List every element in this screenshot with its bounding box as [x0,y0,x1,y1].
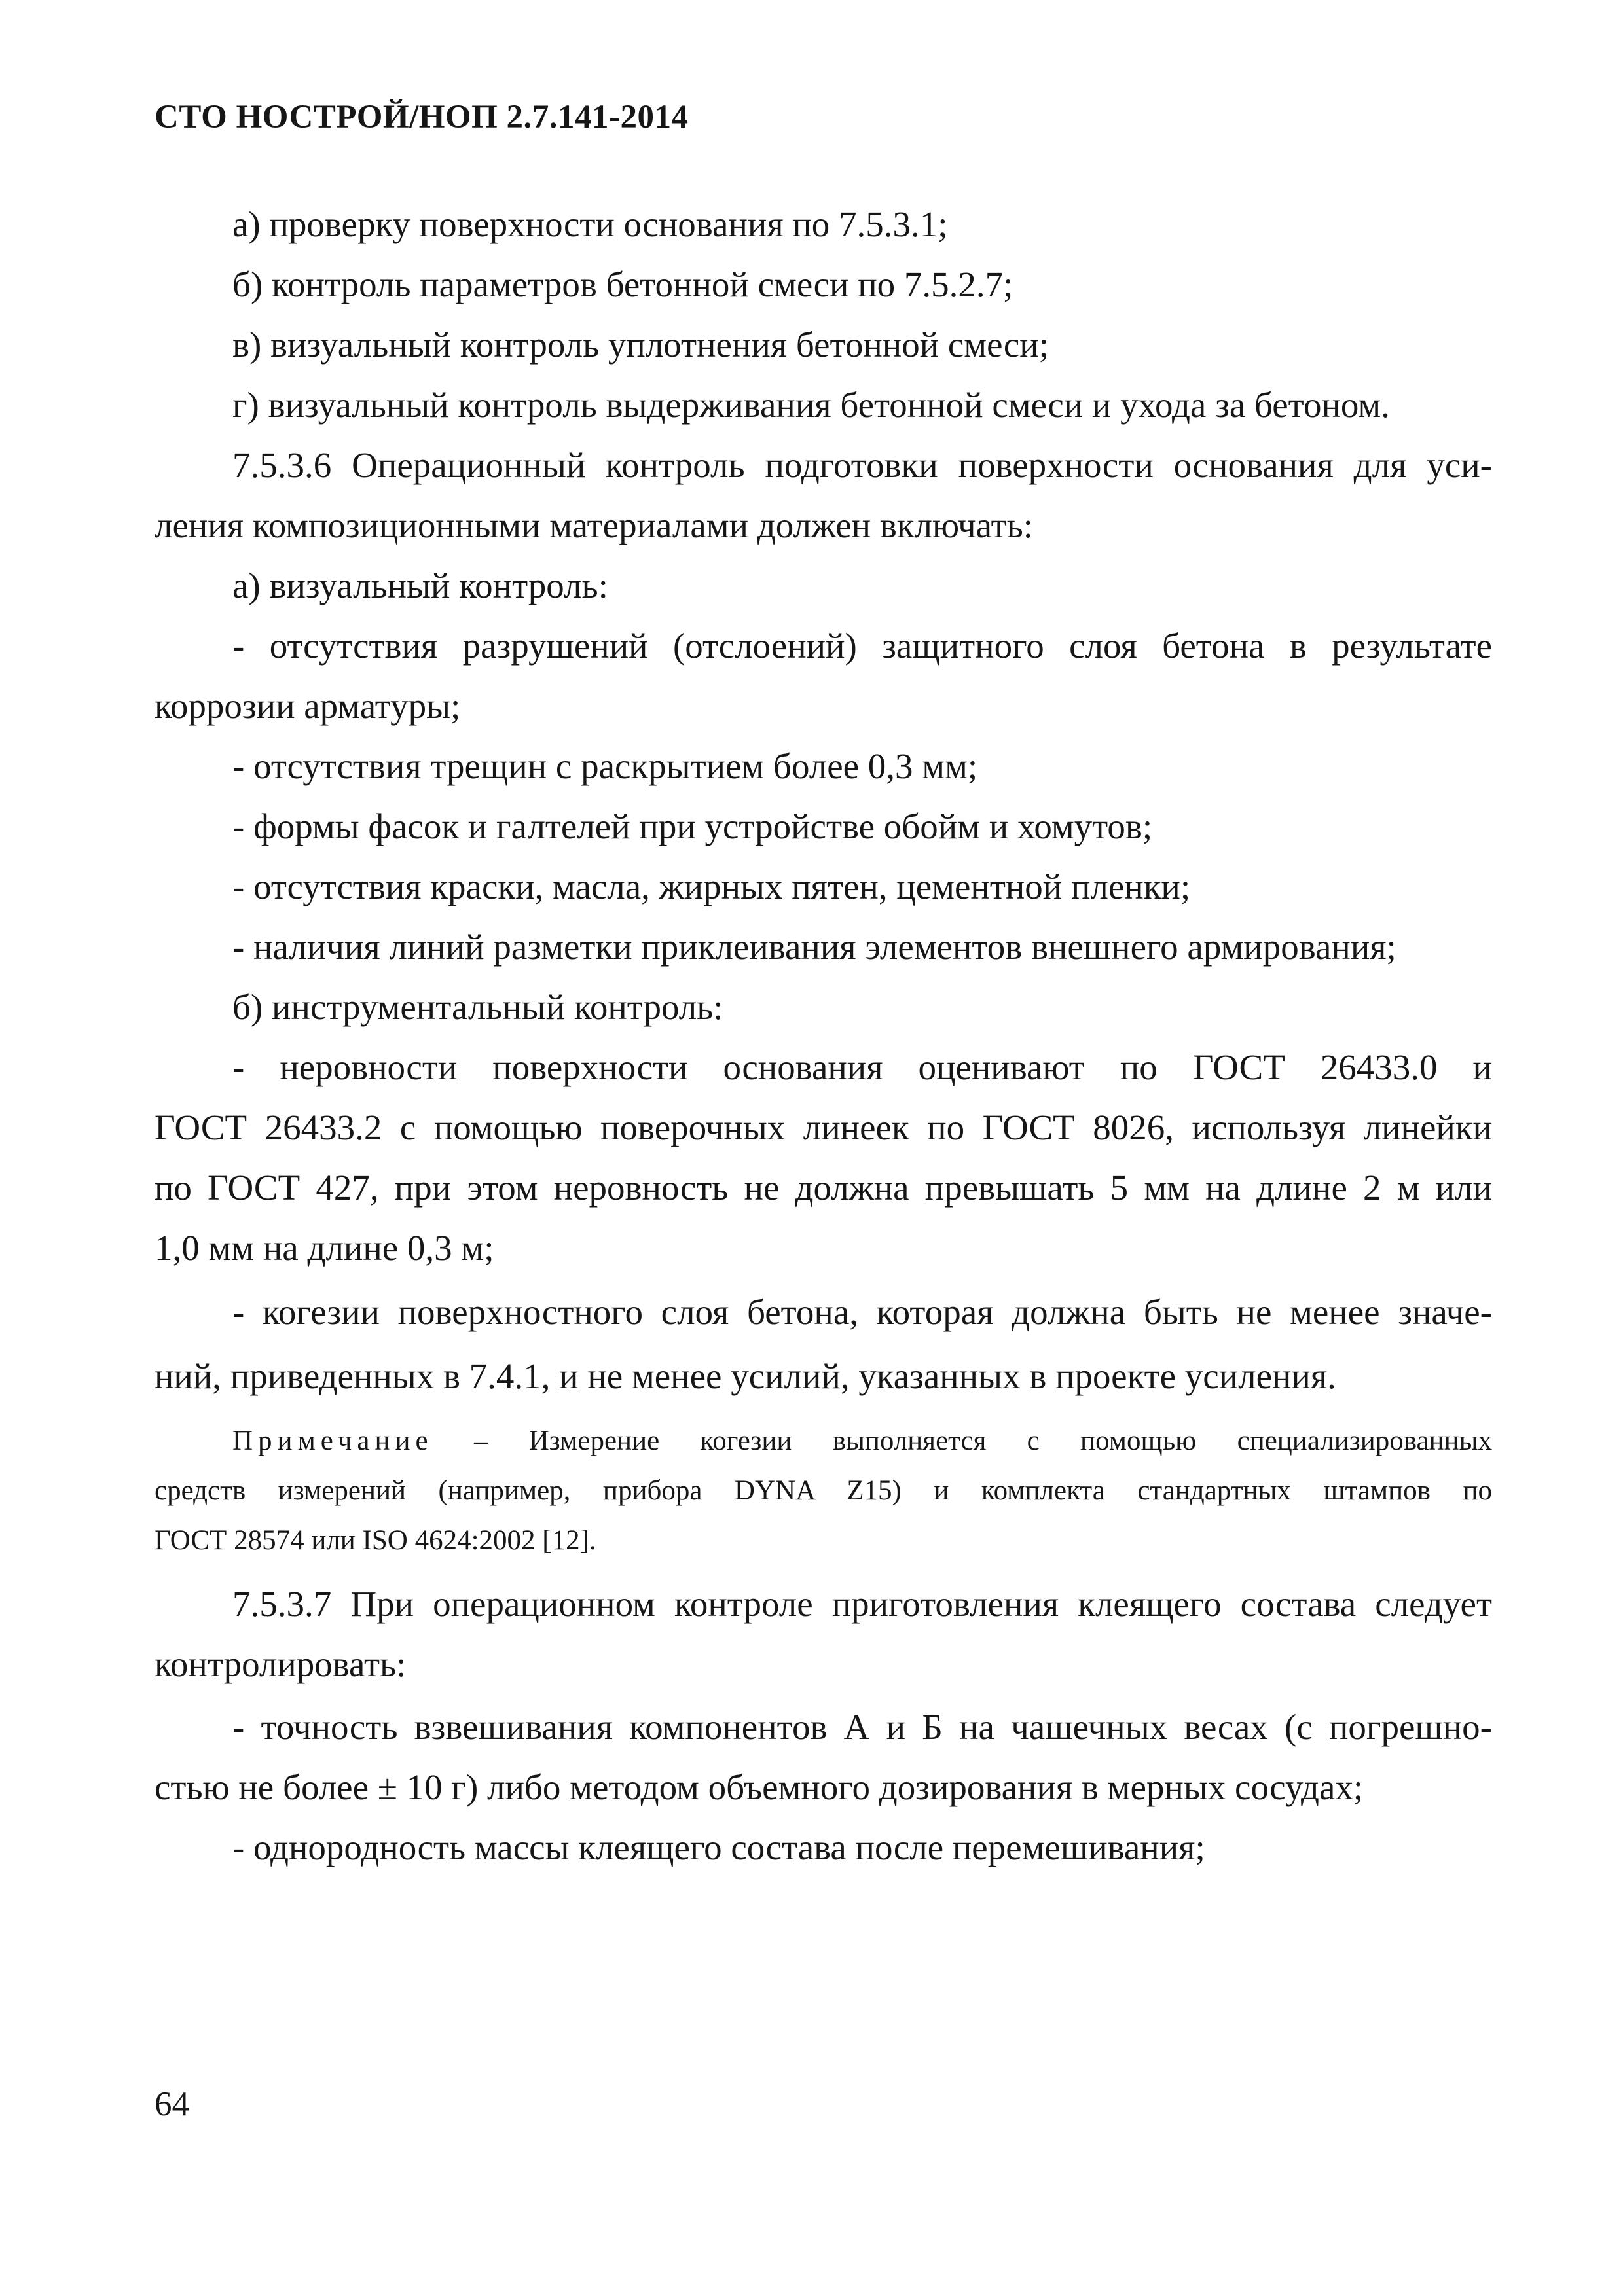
subheading-instrumental-control: б) инструментальный контроль: [232,987,723,1027]
dash-item-4: - отсутствия краски, масла, жирных пятен, цементной пленки; [232,867,1191,906]
dash-item-1-line2: коррозии арматуры; [155,686,461,726]
instrumental-line4: 1,0 мм на длине 0,3 м; [155,1228,494,1268]
list-item-v: в) визуальный контроль уплотнения бетонной смеси; [232,325,1049,365]
subheading-visual-control: а) визуальный контроль: [232,565,608,605]
instrumental-line1: - неровности поверхности основания оценивают по ГОСТ 26433.0 и [232,1047,1492,1087]
paragraph-7537-line1: 7.5.3.7 При операционном контроле приготовления клеящего состава следует [232,1584,1492,1624]
list-item-a: а) проверку поверхности основания по 7.5.3.1; [232,204,948,244]
cohesion-line2: ний, приведенных в 7.4.1, и не менее усилий, указанных в проекте усиления. [155,1356,1336,1396]
paragraph-7537-line2: контролировать: [155,1644,407,1684]
cohesion-line1: - когезии поверхностного слоя бетона, которая должна быть не менее значе- [232,1292,1492,1332]
document-header: СТО НОСТРОЙ/НОП 2.7.141-2014 [155,99,689,135]
note-text-line1: – Измерение когезии выполняется с помощью специализированных [473,1426,1492,1456]
instrumental-line3: по ГОСТ 427, при этом неровность не должна превышать 5 мм на длине 2 м или [155,1168,1492,1208]
dash-item-2: - отсутствия трещин с раскрытием более 0,3 мм; [232,746,978,786]
note-line2: средств измерений (например, прибора DYNA Z15) и комплекта стандартных штампов по [155,1475,1492,1506]
dash-item-5: - наличия линий разметки приклеивания элементов внешнего армирования; [232,927,1396,967]
paragraph-7536-line1: 7.5.3.6 Операционный контроль подготовки поверхности основания для уси- [232,445,1492,485]
instrumental-line2: ГОСТ 26433.2 с помощью поверочных линеек по ГОСТ 8026, используя линейки [155,1107,1492,1147]
dash-item-1-line1: - отсутствия разрушений (отслоений) защитного слоя бетона в результате [232,626,1492,666]
weighing-line1: - точность взвешивания компонентов А и Б на чашечных весах (с погрешно- [232,1707,1492,1747]
note-line3: ГОСТ 28574 или ISO 4624:2002 [12]. [155,1525,596,1556]
list-item-b: б) контроль параметров бетонной смеси по 7.5.2.7; [232,264,1013,304]
dash-item-3: - формы фасок и галтелей при устройстве обойм и хомутов; [232,806,1153,846]
homogeneity-item: - однородность массы клеящего состава после перемешивания; [232,1827,1205,1867]
note-line1 [232,1427,1492,1455]
page-number: 64 [155,2085,189,2123]
weighing-line2: стью не более ± 10 г) либо методом объемного дозирования в мерных сосудах; [155,1767,1364,1807]
note-label: Примечание [232,1426,433,1456]
paragraph-7536-line2: ления композиционными материалами должен включать: [155,505,1034,545]
list-item-g: г) визуальный контроль выдерживания бетонной смеси и ухода за бетоном. [232,385,1390,425]
